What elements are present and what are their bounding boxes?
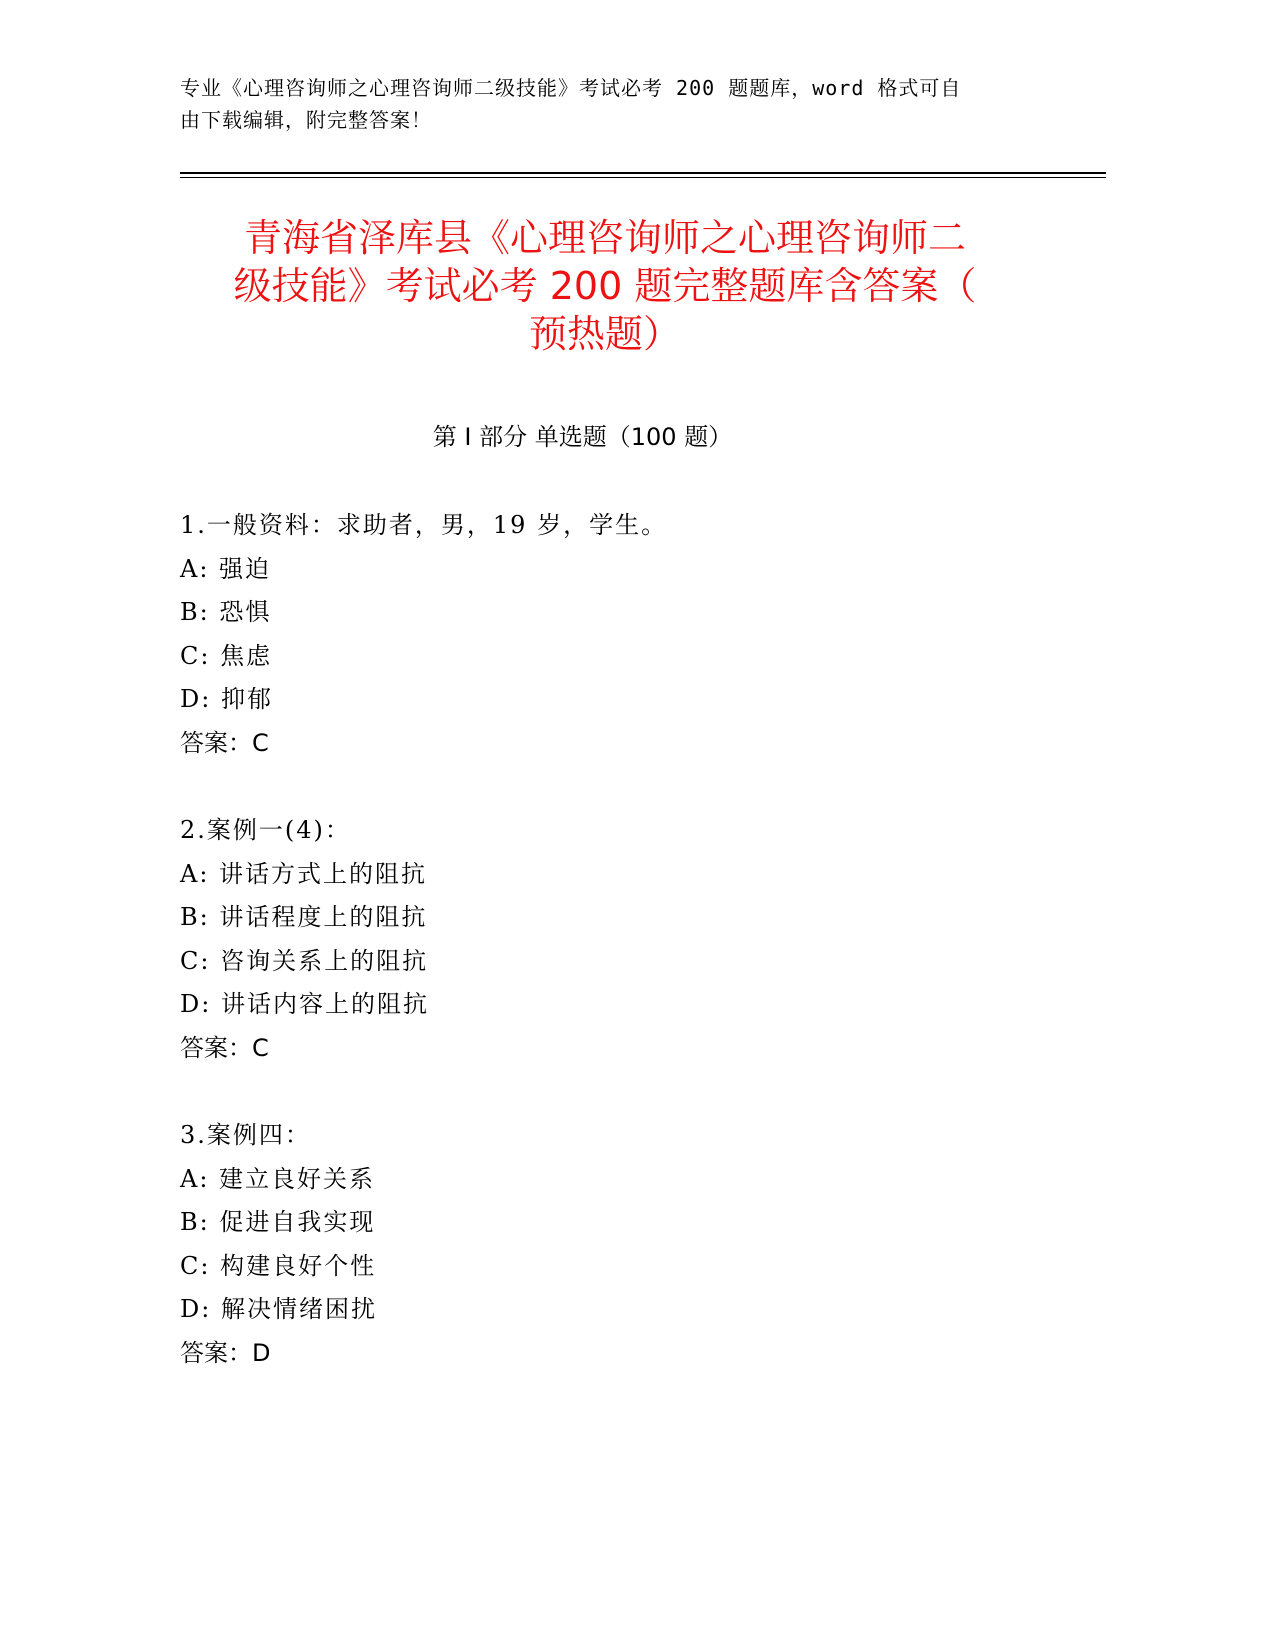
option-c: C: 咨询关系上的阻抗 — [180, 946, 429, 975]
question-stem: 2.案例一(4)： — [180, 816, 351, 844]
document-title-line-3: 预热题） — [528, 312, 681, 356]
header-note — [180, 72, 1060, 136]
header-divider-thick — [180, 172, 1106, 174]
section-heading: 第 I 部分 单选题（100 题） — [432, 423, 733, 451]
option-b: B: 促进自我实现 — [180, 1208, 376, 1236]
question-list — [180, 504, 1060, 1419]
option-b: B: 恐惧 — [180, 598, 272, 626]
document-title — [180, 214, 1030, 358]
option-c: C: 构建良好个性 — [180, 1251, 377, 1280]
option-a: A: 讲话方式上的阻抗 — [180, 859, 428, 888]
header-note-line-2: 由下载编辑，附完整答案！ — [180, 108, 432, 132]
question-stem: 3.案例四： — [180, 1121, 311, 1149]
document-title-line-2: 级技能》考试必考 200 题完整题库含答案（ — [233, 264, 977, 308]
option-a: A: 强迫 — [180, 554, 272, 583]
option-d: D: 解决情绪困扰 — [180, 1295, 377, 1323]
option-d: D: 抑郁 — [180, 685, 273, 713]
question-1 — [180, 504, 1060, 765]
option-b: B: 讲话程度上的阻抗 — [180, 903, 428, 931]
document-title-line-1: 青海省泽库县《心理咨询师之心理咨询师二 — [243, 216, 966, 260]
option-a: A: 建立良好关系 — [180, 1164, 376, 1193]
answer-text: 答案：C — [180, 728, 269, 757]
option-c: C: 焦虑 — [180, 641, 273, 670]
header-note-line-1: 专业《心理咨询师之心理咨询师二级技能》考试必考 200 题题库，word 格式可自 — [180, 76, 962, 100]
question-3 — [180, 1114, 1060, 1375]
answer-text: 答案：D — [180, 1338, 271, 1367]
question-2 — [180, 809, 1060, 1070]
header-divider-thin — [180, 177, 1106, 178]
question-stem: 1.一般资料：求助者，男，19 岁，学生。 — [180, 511, 668, 539]
option-d: D: 讲话内容上的阻抗 — [180, 990, 429, 1018]
answer-text: 答案：C — [180, 1033, 269, 1062]
